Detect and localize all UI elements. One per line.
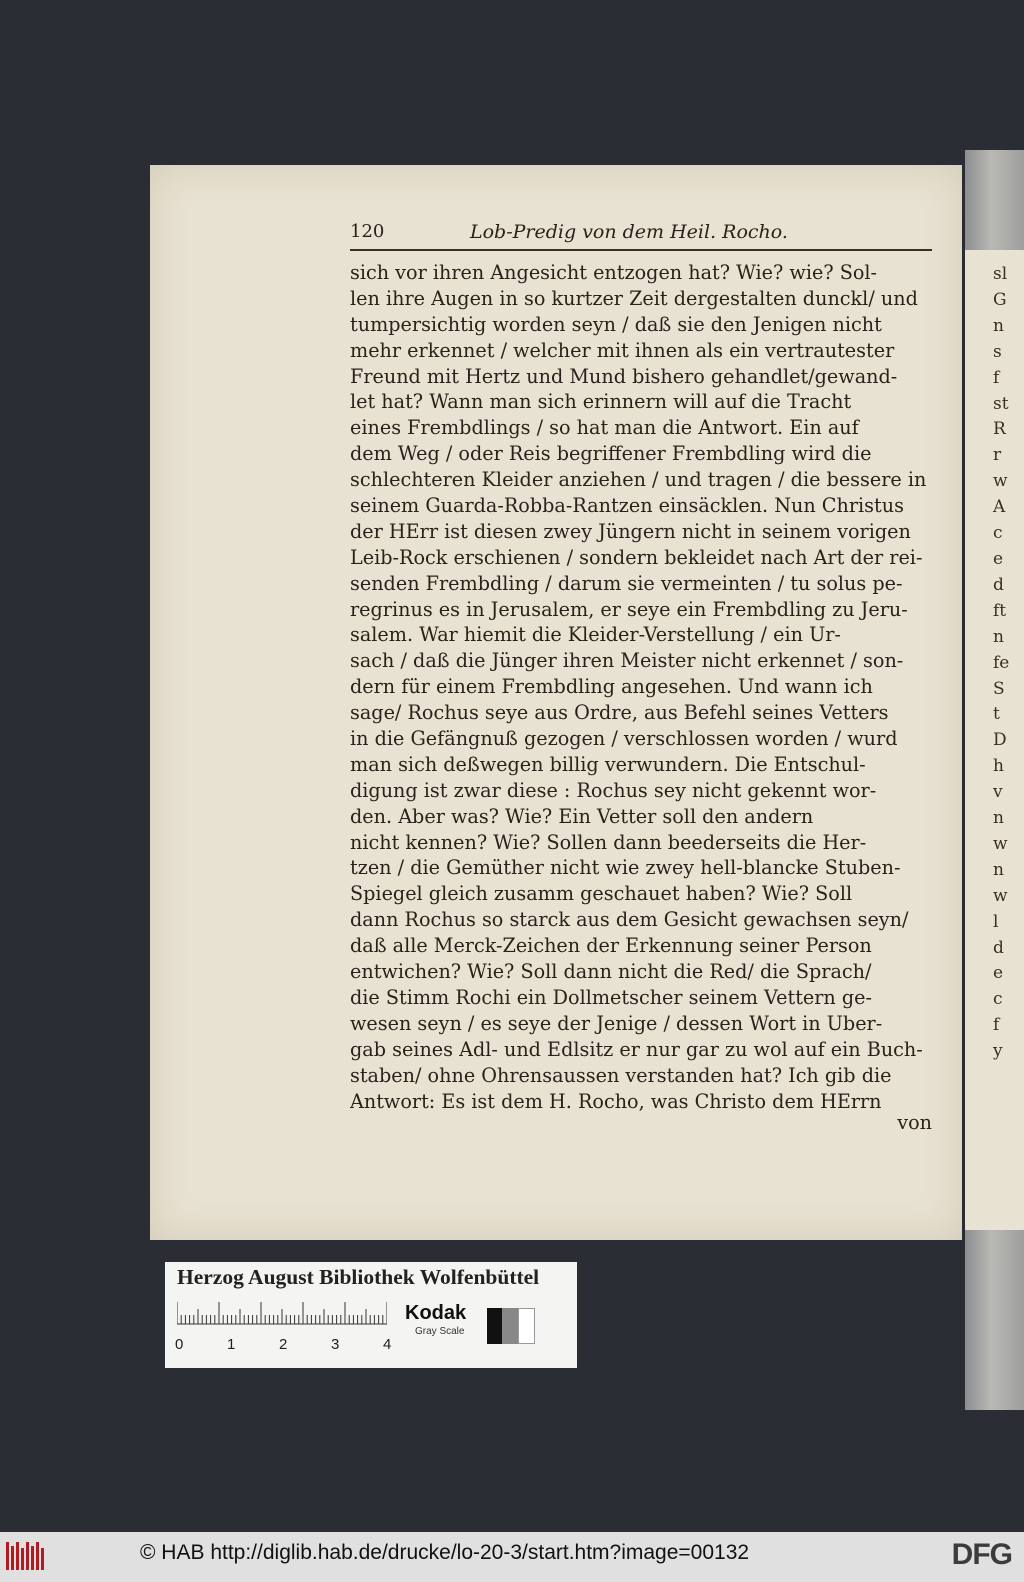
body-text bbox=[350, 260, 932, 1114]
text-line: mehr erkennet / welcher mit ihnen als ein vertrautester bbox=[350, 338, 895, 362]
text-line: den. Aber was? Wie? Ein Vetter soll den andern bbox=[350, 804, 814, 828]
text-line: tzen / die Gemüther nicht wie zwey hell-blancke Stuben- bbox=[350, 856, 901, 880]
catchword: von bbox=[897, 1111, 932, 1134]
swatch-gray bbox=[502, 1308, 517, 1344]
page-header bbox=[350, 221, 932, 249]
text-line: der HErr ist diesen zwey Jüngern nicht in seinem vorigen bbox=[350, 519, 911, 543]
text-line: dann Rochus so starck aus dem Gesicht gewachsen seyn/ bbox=[350, 908, 909, 932]
neighbor-page-edge bbox=[965, 250, 1024, 1230]
text-line: len ihre Augen in so kurtzer Zeit dergestalten dunckl/ und bbox=[350, 286, 918, 310]
book-page bbox=[150, 165, 962, 1240]
copyright-link[interactable]: © HAB http://diglib.hab.de/drucke/lo-20-3/start.htm?image=00132 bbox=[140, 1541, 750, 1564]
text-line: entwichen? Wie? Soll dann nicht die Red/ die Sprach/ bbox=[350, 960, 872, 984]
text-line: digung ist zwar diese : Rochus sey nicht gekennt wor- bbox=[350, 778, 877, 802]
text-line: seinem Guarda-Robba-Rantzen einsäcklen. Nun Christus bbox=[350, 494, 904, 518]
text-line: sich vor ihren Angesicht entzogen hat? Wie? wie? Sol- bbox=[350, 261, 878, 284]
text-line: dem Weg / oder Reis begriffener Frembdling wird die bbox=[350, 442, 872, 466]
text-line: let hat? Wann man sich erinnern will auf die Tracht bbox=[350, 390, 852, 414]
text-line: dern für einem Frembdling angesehen. Und wann ich bbox=[350, 675, 873, 699]
color-calibration-card bbox=[165, 1262, 577, 1368]
scale-ruler-icon bbox=[177, 1300, 387, 1328]
swatch-white bbox=[518, 1308, 535, 1344]
running-title: Lob-Predig von dem Heil. Rocho. bbox=[470, 221, 788, 243]
text-line: regrinus es in Jerusalem, er seye ein Frembdling zu Jeru- bbox=[350, 597, 908, 621]
neighbor-page-text: sl G n s f st R r w A c e d ft n fe S t D h v n w n w l d e c f y bbox=[993, 264, 1010, 1062]
dfg-logo: DFG bbox=[951, 1538, 1012, 1571]
text-line: man sich deßwegen billig verwundern. Die Entschul- bbox=[350, 752, 866, 776]
text-line: senden Frembdling / darum sie vermeinten / tu solus pe- bbox=[350, 571, 903, 595]
ruler-number: 1 bbox=[227, 1336, 236, 1353]
text-line: in die Gefängnuß gezogen / verschlossen worden / wurd bbox=[350, 727, 898, 751]
header-rule bbox=[350, 249, 932, 251]
kodak-brand: Kodak bbox=[405, 1302, 467, 1324]
text-line: Spiegel gleich zusamm geschauet haben? Wie? Soll bbox=[350, 882, 853, 906]
hab-logo-icon bbox=[6, 1540, 48, 1572]
text-line: Freund mit Hertz und Mund bishero gehandlet/gewand- bbox=[350, 364, 898, 388]
gray-swatches bbox=[487, 1308, 535, 1344]
text-line: tumpersichtig worden seyn / daß sie den Jenigen nicht bbox=[350, 312, 882, 336]
text-line: wesen seyn / es seye der Jenige / dessen Wort in Uber- bbox=[350, 1011, 883, 1035]
text-line: nicht kennen? Wie? Sollen dann beederseits die Her- bbox=[350, 830, 867, 854]
ruler-number: 3 bbox=[331, 1336, 340, 1353]
swatch-black bbox=[487, 1308, 502, 1344]
ruler-number: 4 bbox=[383, 1336, 392, 1353]
text-line: staben/ ohne Ohrensaussen verstanden hat? Ich gib die bbox=[350, 1063, 892, 1087]
text-line: eines Frembdlings / so hat man die Antwort. Ein auf bbox=[350, 416, 859, 440]
library-name: Herzog August Bibliothek Wolfenbüttel bbox=[177, 1265, 540, 1289]
text-line: salem. War hiemit die Kleider-Verstellung / ein Ur- bbox=[350, 623, 841, 647]
ruler-numbers bbox=[175, 1336, 405, 1356]
text-line: die Stimm Rochi ein Dollmetscher seinem Vettern ge- bbox=[350, 985, 873, 1009]
ruler-number: 2 bbox=[279, 1336, 288, 1353]
text-line: daß alle Merck-Zeichen der Erkennung seiner Person bbox=[350, 934, 872, 958]
ruler-number: 0 bbox=[175, 1336, 184, 1353]
text-line: schlechteren Kleider anziehen / und tragen / die bessere in bbox=[350, 468, 927, 492]
footer-bar bbox=[0, 1532, 1024, 1582]
text-line: sage/ Rochus seye aus Ordre, aus Befehl seines Vetters bbox=[350, 701, 889, 725]
page-number: 120 bbox=[350, 221, 385, 242]
text-line: gab seines Adl- und Edlsitz er nur gar zu wol auf ein Buch- bbox=[350, 1037, 923, 1061]
gray-scale-label: Gray Scale bbox=[415, 1326, 465, 1337]
text-line: sach / daß die Jünger ihren Meister nicht erkennet / son- bbox=[350, 649, 904, 673]
text-line: Leib-Rock erschienen / sondern bekleidet nach Art der rei- bbox=[350, 545, 923, 569]
text-line: Antwort: Es ist dem H. Rocho, was Christo dem HErrn bbox=[350, 1089, 882, 1113]
